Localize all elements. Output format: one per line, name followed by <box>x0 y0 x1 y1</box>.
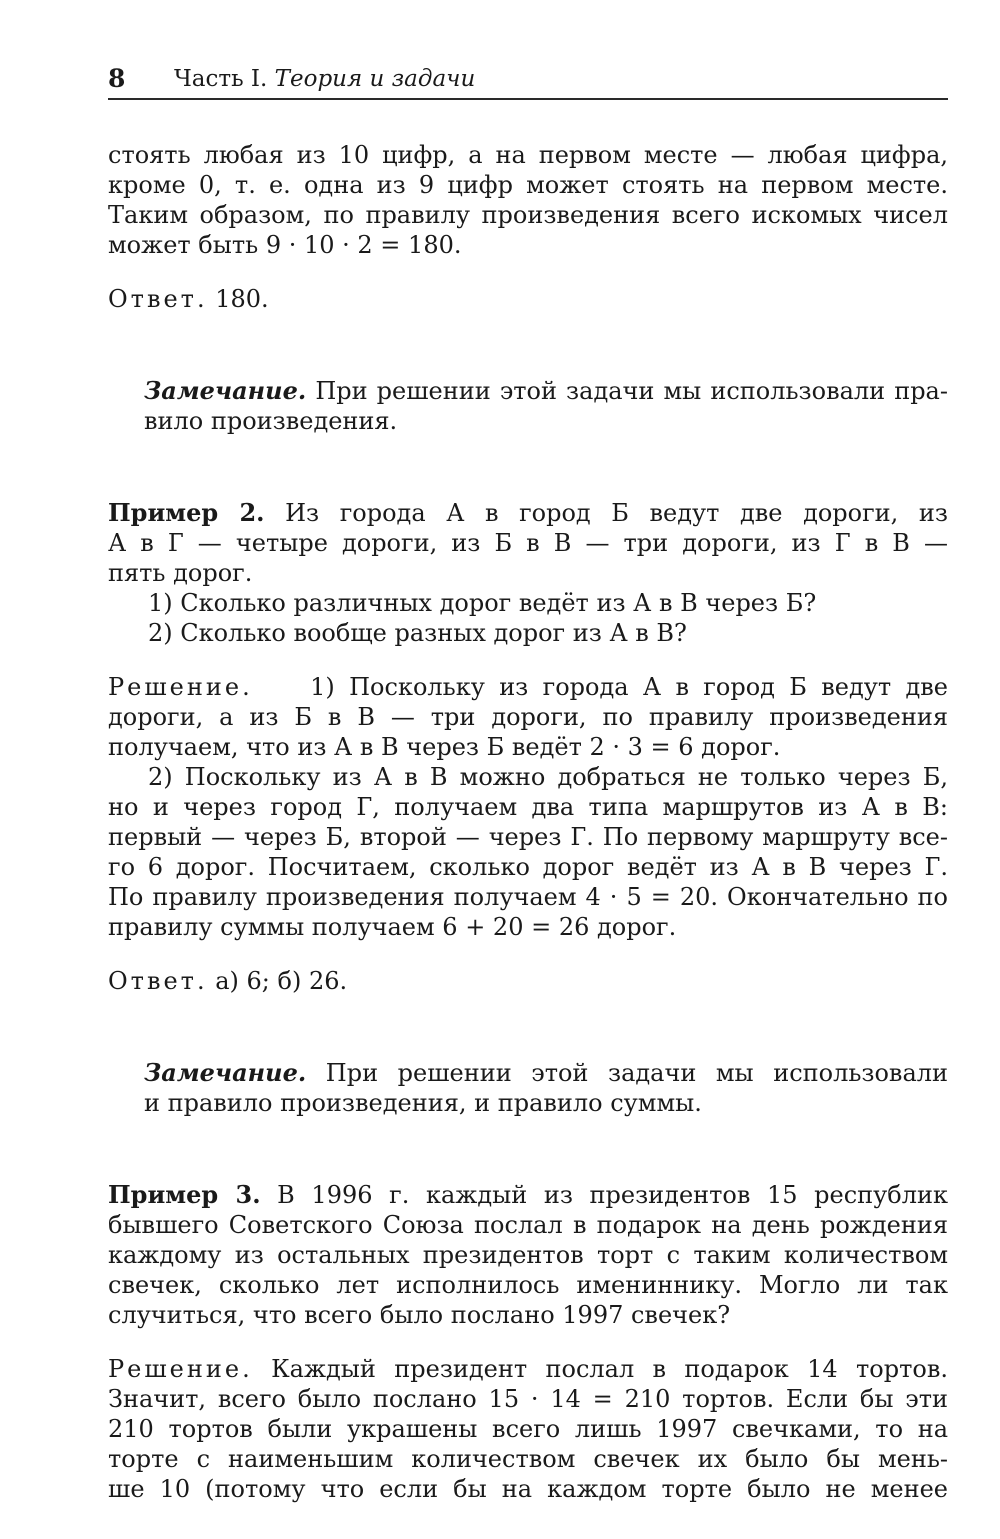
running-header <box>108 64 948 98</box>
remark-2 <box>108 1058 948 1118</box>
text-line: но и через город Г, получаем два типа маршрутов из А в В: <box>108 793 948 821</box>
remark-label: Замечание. <box>144 376 307 405</box>
text-line: стоять любая из 10 цифр, а на первом месте — любая цифра, <box>108 141 948 169</box>
text-line: свечек, сколько лет исполнилось имениннику. Могло ли так <box>108 1271 948 1299</box>
question-line: 2) Сколько вообще разных дорог из А в В? <box>148 619 687 647</box>
continuation-paragraph <box>108 140 948 260</box>
text-line: дороги, а из Б в В — три дороги, по правилу произведения <box>108 703 948 731</box>
page-number: 8 <box>108 64 126 93</box>
text-line: В 1996 г. каждый из президентов 15 республик <box>277 1181 948 1209</box>
text-line: правилу суммы получаем 6 + 20 = 26 дорог. <box>108 913 677 941</box>
solution-3 <box>108 1354 948 1504</box>
example-label: Пример 2. <box>108 498 265 527</box>
text-line: 1) Поскольку из города А в город Б ведут две <box>310 673 949 701</box>
part-label: Часть I. <box>174 66 268 92</box>
text-line: Значит, всего было послано 15 · 14 = 210 тортов. Если бы эти <box>108 1385 948 1413</box>
text-line: случиться, что всего было послано 1997 свечек? <box>108 1301 731 1329</box>
text-line: А в Г — четыре дороги, из Б в В — три дороги, из Г в В — <box>108 529 948 557</box>
text-line: Из города А в город Б ведут две дороги, из <box>285 499 948 527</box>
text-line: Каждый президент послал в подарок 14 тортов. <box>271 1355 948 1383</box>
answer-2 <box>108 966 948 996</box>
answer-label: Ответ. <box>108 285 208 313</box>
text-line: 210 тортов были украшены всего лишь 1997 свечками, то на <box>108 1415 948 1443</box>
text-line: бывшего Советского Союза послал в подарок на день рождения <box>108 1211 948 1239</box>
header-rule <box>108 98 948 100</box>
part-name: Теория и задачи <box>274 66 476 92</box>
answer-label: Ответ. <box>108 967 208 995</box>
part-title <box>174 66 475 92</box>
text-line: 2) Поскольку из А в В можно добраться не только через Б, <box>148 763 948 791</box>
answer-value: а) 6; б) 26. <box>215 967 348 995</box>
text-line: кроме 0, т. е. одна из 9 цифр может стоять на первом месте. <box>108 171 948 199</box>
text-line: каждому из остальных президентов торт с таким количеством <box>108 1241 948 1269</box>
text-line: и правило произведения, и правило суммы. <box>144 1089 702 1117</box>
example-2 <box>108 498 948 648</box>
text-line: При решении этой задачи мы использовали пра- <box>315 377 948 405</box>
answer-1 <box>108 284 948 314</box>
example-label: Пример 3. <box>108 1180 261 1209</box>
solution-2 <box>108 672 948 942</box>
solution-label: Решение. <box>108 1355 253 1383</box>
text-line: пять дорог. <box>108 559 253 587</box>
question-line: 1) Сколько различных дорог ведёт из А в В через Б? <box>148 589 817 617</box>
text-line: При решении этой задачи мы использовали <box>325 1059 948 1087</box>
remark-1 <box>108 376 948 436</box>
remark-label: Замечание. <box>144 1058 307 1087</box>
answer-value: 180. <box>215 285 269 313</box>
page-body <box>108 140 948 1504</box>
text-line: По правилу произведения получаем 4 · 5 = 20. Окончательно по <box>108 883 948 911</box>
text-line: получаем, что из А в В через Б ведёт 2 · 3 = 6 дорог. <box>108 733 781 761</box>
text-line: вило произведения. <box>144 407 398 435</box>
text-line: первый — через Б, второй — через Г. По первому маршруту все- <box>108 823 948 851</box>
example-3 <box>108 1180 948 1330</box>
text-line: го 6 дорог. Посчитаем, сколько дорог ведёт из А в В через Г. <box>108 853 948 881</box>
text-line: может быть 9 · 10 · 2 = 180. <box>108 231 462 259</box>
text-line: ше 10 (потому что если бы на каждом торте было не менее <box>108 1475 948 1503</box>
text-line: торте с наименьшим количеством свечек их было бы мень- <box>108 1445 948 1473</box>
solution-label: Решение. <box>108 673 253 701</box>
text-line: Таким образом, по правилу произведения всего искомых чисел <box>108 201 948 229</box>
